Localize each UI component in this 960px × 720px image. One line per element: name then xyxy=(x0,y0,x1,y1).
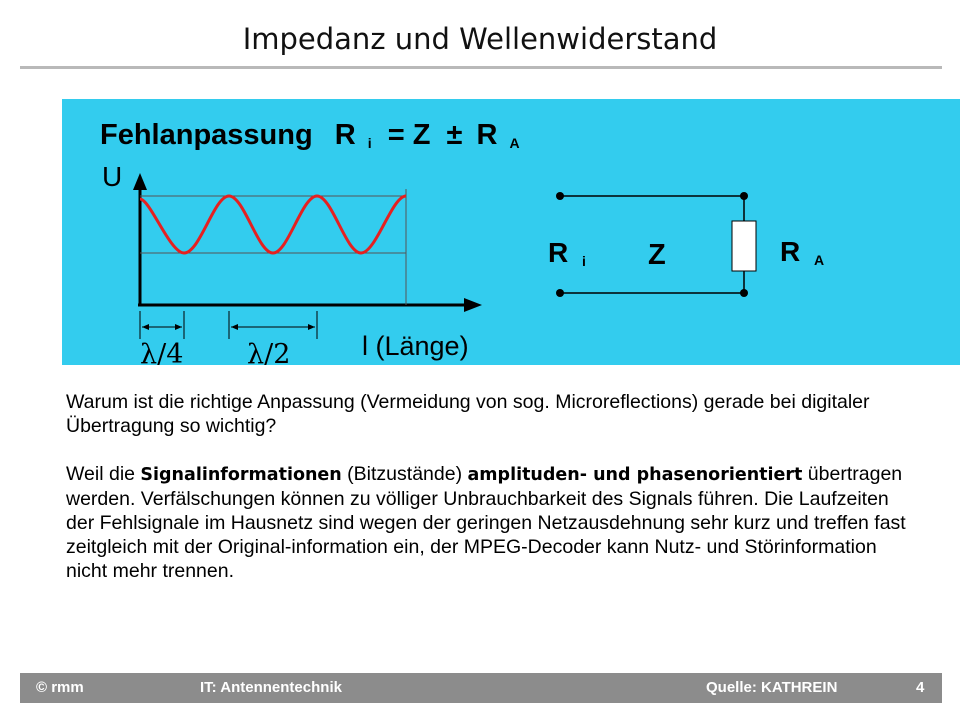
footer-source: Quelle: KATHREIN xyxy=(706,679,838,696)
x-axis-label: l (Länge) xyxy=(362,331,469,361)
load-resistor xyxy=(732,221,756,271)
answer-text: übertragen werden. Verfälschungen können zu völliger Unbrauchbarkeit des Signals führen. Die Laufzeiten der Fehlsignale im Hausnetz sind wegen der geringen Netzausdehnung sehr kurz und treffen fast zeitgleich mit der Original-information ein, der MPEG-Decoder kann Nutz- und Störinformation nicht mehr trennen. xyxy=(66,463,906,582)
answer-emphasis: amplituden- und phasenorientiert xyxy=(467,465,803,485)
line-impedance-label: Z xyxy=(648,239,666,271)
answer-paragraph xyxy=(66,462,916,583)
footer-copyright: © rmm xyxy=(36,679,84,696)
source-impedance-label: R i xyxy=(548,237,586,269)
terminal-dot xyxy=(556,192,564,200)
title-divider xyxy=(20,66,942,69)
mismatch-diagram xyxy=(62,99,960,365)
footer-course: IT: Antennentechnik xyxy=(200,679,342,696)
answer-text: Weil die xyxy=(66,463,141,485)
answer-emphasis: Signalinformationen xyxy=(140,465,342,485)
diagram-heading: Fehlanpassung R i = Z ± R A xyxy=(100,119,520,151)
question-paragraph: Warum ist die richtige Anpassung (Vermeidung von sog. Microreflections) gerade bei digitaler Übertragung so wichtig? xyxy=(66,391,870,437)
y-axis-label: U xyxy=(102,161,123,192)
slide-title: Impedanz und Wellenwiderstand xyxy=(242,22,718,56)
terminal-dot xyxy=(556,289,564,297)
load-impedance-label: R A xyxy=(780,236,825,268)
footer-page-number: 4 xyxy=(916,679,925,696)
slide-footer xyxy=(20,673,942,703)
answer-text: (Bitzustände) xyxy=(341,463,468,485)
half-wave-label: λ/2 xyxy=(247,339,291,365)
quarter-wave-label: λ/4 xyxy=(140,339,184,365)
